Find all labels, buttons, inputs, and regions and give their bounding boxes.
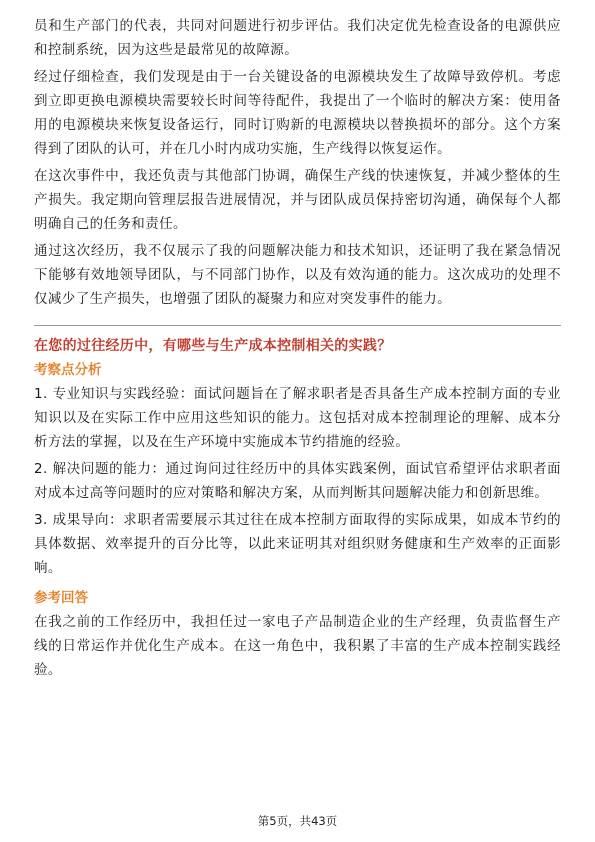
answer-paragraph: 在我之前的工作经历中，我担任过一家电子产品制造企业的生产经理，负责监督生产线的日常运作并优化生产成本。在这一角色中，我积累了丰富的生产成本控制实践经验。: [34, 614, 561, 678]
body-paragraph: 在这次事件中，我还负责与其他部门协调，确保生产线的快速恢复，并减少整体的生产损失。我定期向管理层报告进展情况，并与团队成员保持密切沟通，确保每个人都明确自己的任务和责任。: [34, 168, 561, 232]
body-paragraph: 员和生产部门的代表，共同对问题进行初步评估。我们决定优先检查设备的电源供应和控制系统，因为这些是最常见的故障源。: [34, 18, 561, 58]
body-paragraph: 经过仔细检查，我们发现是由于一台关键设备的电源模块发生了故障导致停机。考虑到立即更换电源模块需要较长时间等待配件，我提出了一个临时的解决方案：使用备用的电源模块来恢复设备运行，同时订购新的电源模块以替换损坏的部分。这个方案得到了团队的认可，并在几小时内成功实施，生产线得以恢复运作。: [34, 69, 561, 157]
answer-heading: 参考回答: [34, 590, 88, 606]
analysis-heading: 考察点分析: [34, 362, 102, 378]
page-content: [34, 0, 561, 682]
analysis-item: 1. 专业知识与实践经验：面试问题旨在了解求职者是否具备生产成本控制方面的专业知识以及在实际工作中应用这些知识的能力。这包括对成本控制理论的理解、成本分析方法的掌握，以及在生产环境中实施成本节约措施的经验。: [34, 386, 561, 450]
analysis-item: 2. 解决问题的能力：通过询问过往经历中的具体实践案例，面试官希望评估求职者面对成本过高等问题时的应对策略和解决方案，从而判断其问题解决能力和创新思维。: [34, 461, 561, 501]
body-paragraph: 通过这次经历，我不仅展示了我的问题解决能力和技术知识，还证明了我在紧急情况下能够有效地领导团队，与不同部门协作，以及有效沟通的能力。这次成功的处理不仅减少了生产损失，也增强了团队的凝聚力和应对突发事件的能力。: [34, 243, 561, 307]
interview-question: 在您的过往经历中，有哪些与生产成本控制相关的实践？: [34, 338, 392, 354]
analysis-item: 3. 成果导向：求职者需要展示其过往在成本控制方面取得的实际成果，如成本节约的具体数据、效率提升的百分比等，以此来证明其对组织财务健康和生产效率的正面影响。: [34, 512, 561, 576]
page-number: 第5页，共43页: [257, 814, 338, 828]
